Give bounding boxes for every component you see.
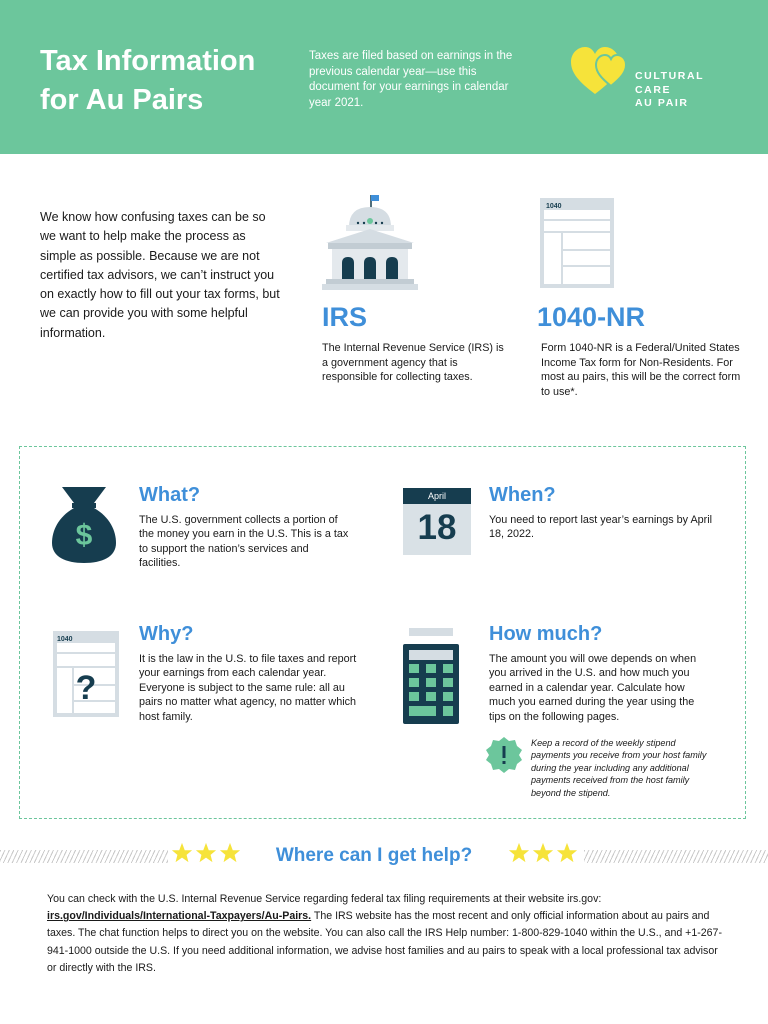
title-line-1: Tax Information <box>40 45 256 77</box>
help-paragraph <box>47 891 727 977</box>
logo-text <box>635 70 704 111</box>
form-label: 1040-NR <box>537 302 646 332</box>
why-heading: Why? <box>139 623 194 645</box>
what-text: The U.S. government collects a portion of the money you earn in the U.S. This is a tax to support the nation’s services and facilities. <box>139 514 349 570</box>
header-banner <box>0 0 768 154</box>
logo-line-1: CULTURAL <box>635 70 705 82</box>
calculator-icon <box>403 628 459 724</box>
star-icon <box>171 842 193 864</box>
page-title <box>40 42 300 120</box>
irs-description: The Internal Revenue Service (IRS) is a government agency that is responsible for collecting taxes. <box>322 342 504 384</box>
hearts-logo-icon <box>571 46 633 96</box>
how-much-text: The amount you will owe depends on when you arrived in the U.S. and how much you earned in a calendar year. Calculate how much you earned during the year using the tips on the following pages. <box>489 653 697 723</box>
logo-line-2: CARE <box>635 83 672 96</box>
when-heading: When? <box>489 484 556 506</box>
svg-text:$: $ <box>75 519 93 552</box>
form-question-icon <box>53 631 119 717</box>
form-icon-label: 1040 <box>546 203 562 210</box>
irs-label: IRS <box>322 302 368 332</box>
title-line-2: for Au Pairs <box>40 84 204 116</box>
star-icon <box>556 842 578 864</box>
calendar-icon <box>403 488 471 555</box>
intro-paragraph: We know how confusing taxes can be so we want to help make the process as simple as possible. Because we are not certified tax advisors, we can’t instruct you on exactly how to fill out your tax forms, but we can provide you with some helpful information. <box>40 210 280 340</box>
hatch-divider-left <box>0 850 168 863</box>
hatch-divider-right <box>584 850 768 863</box>
how-much-heading: How much? <box>489 623 603 645</box>
stipend-note: Keep a record of the weekly stipend payments you receive from your host family during the year including any additional payments received from the host family beyond the stipend. <box>531 738 707 798</box>
help-text-part-2: The IRS website has the most recent and only official information about au pairs and taxes. The chat function helps to direct you on the website. You can also call the IRS Help number: 1-800-829-1040 within the U.S., and +1-267-941-1000 outside the U.S. If you need additional information, we advise host families and au pairs to speak with a local professional tax advisor or directly with the IRS. <box>47 910 722 974</box>
star-icon <box>219 842 241 864</box>
help-heading: Where can I get help? <box>275 845 473 866</box>
alert-badge-icon <box>486 737 522 773</box>
star-icon <box>508 842 530 864</box>
why-text: It is the law in the U.S. to file taxes and report your earnings from each calendar year. Everyone is subject to the same rule: all au pairs no matter what agency, no matter which host family. <box>139 653 357 723</box>
star-icon <box>195 842 217 864</box>
form-description: Form 1040-NR is a Federal/United States Income Tax form for Non-Residents. For most au pairs, this will be the correct form to use*. <box>541 342 741 398</box>
why-icon-label: 1040 <box>57 636 73 643</box>
what-heading: What? <box>139 484 201 506</box>
cultural-care-logo <box>571 46 721 109</box>
when-text: You need to report last year’s earnings by April 18, 2022. <box>489 514 713 541</box>
help-text-part-1: You can check with the U.S. Internal Revenue Service regarding federal tax filing requirements at their website irs.gov: <box>47 893 602 905</box>
government-building-icon <box>322 193 418 293</box>
logo-line-3: AU PAIR <box>635 97 689 109</box>
svg-text:?: ? <box>75 669 97 707</box>
calendar-day: 18 <box>417 508 457 547</box>
header-subtitle: Taxes are filed based on earnings in the previous calendar year—use this document for your earnings in calendar year 2021. <box>309 50 513 109</box>
irs-au-pair-link[interactable]: irs.gov/Individuals/International-Taxpayers/Au-Pairs. <box>47 910 312 923</box>
money-bag-icon <box>52 485 116 565</box>
tax-form-icon <box>540 198 614 288</box>
calendar-month: April <box>403 488 471 504</box>
star-icon <box>532 842 554 864</box>
